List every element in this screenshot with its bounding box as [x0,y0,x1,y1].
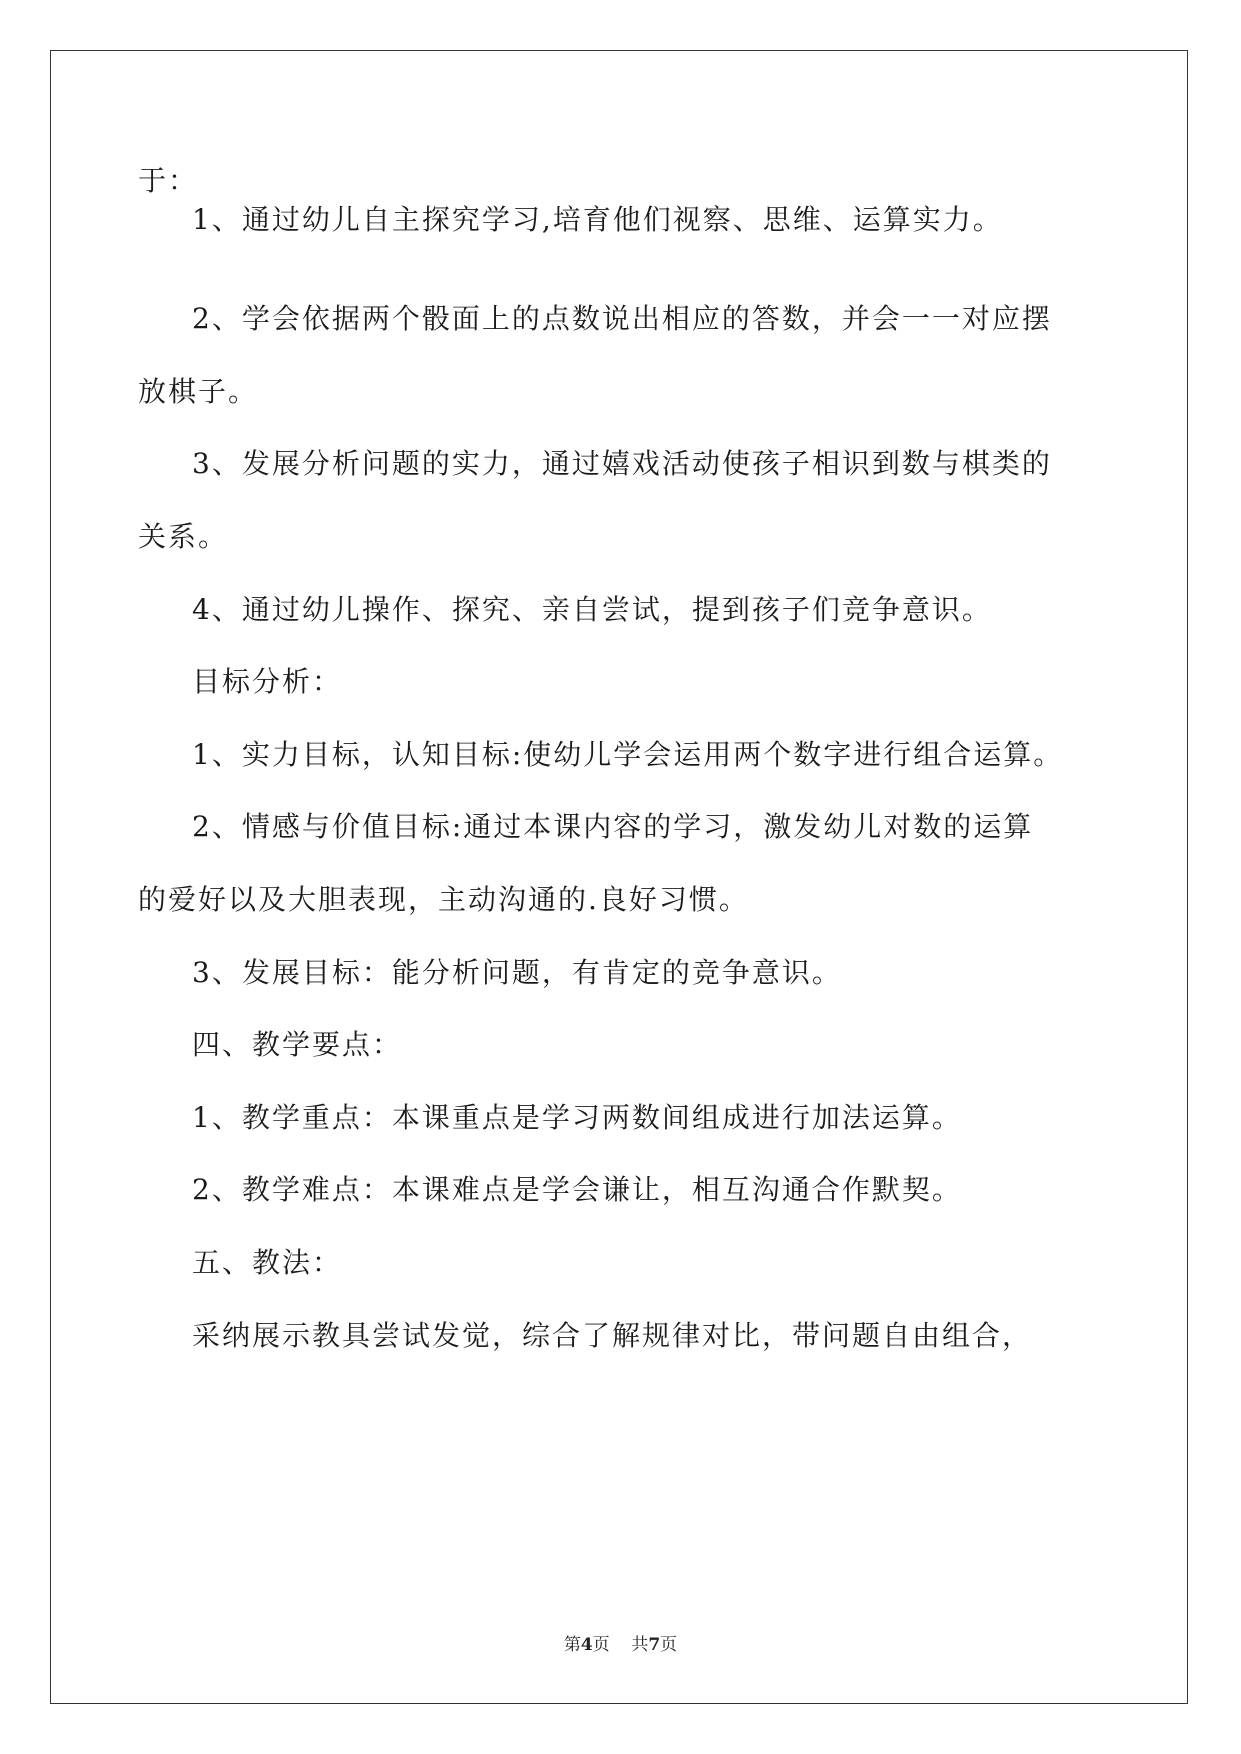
text-line: 2、教学难点：本课难点是学会谦让，相互沟通合作默契。 [192,1173,962,1206]
text-line: 1、实力目标，认知目标:使幼儿学会运用两个数字进行组合运算。 [192,738,1064,771]
section-heading: 五、教法： [192,1246,343,1279]
text-line: 1、教学重点：本课重点是学习两数间组成进行加法运算。 [192,1101,962,1134]
total-suffix: 页 [660,1635,678,1655]
page-number: 4 [580,1635,593,1655]
text-line: 3、发展目标：能分析问题，有肯定的竞争意识。 [192,956,842,989]
text-line: 放棋子。 [138,375,259,408]
text-line: 2、情感与价值目标:通过本课内容的学习，激发幼儿对数的运算 [192,810,1034,843]
text-line: 3、发展分析问题的实力，通过嬉戏活动使孩子相识到数与棋类的 [192,447,1052,480]
page-border [50,50,1188,1704]
page-suffix: 页 [592,1635,610,1655]
section-heading: 目标分析： [192,665,343,698]
page-prefix: 第 [563,1635,581,1655]
text-line: 关系。 [138,520,229,553]
text-line: 4、通过幼儿操作、探究、亲自尝试，提到孩子们竞争意识。 [192,593,992,626]
text-line: 于： [138,164,199,197]
total-pages: 7 [648,1635,661,1655]
total-prefix: 共 [631,1635,649,1655]
page-footer [0,1630,1241,1655]
text-line: 的爱好以及大胆表现，主动沟通的.良好习惯。 [138,883,749,916]
section-heading: 四、教学要点： [192,1028,403,1061]
text-line: 2、学会依据两个骰面上的点数说出相应的答数，并会一一对应摆 [192,302,1052,335]
text-line: 采纳展示教具尝试发觉，综合了解规律对比，带问题自由组合， [192,1319,1033,1352]
text-line: 1、通过幼儿自主探究学习,培育他们视察、思维、运算实力。 [192,203,1003,236]
